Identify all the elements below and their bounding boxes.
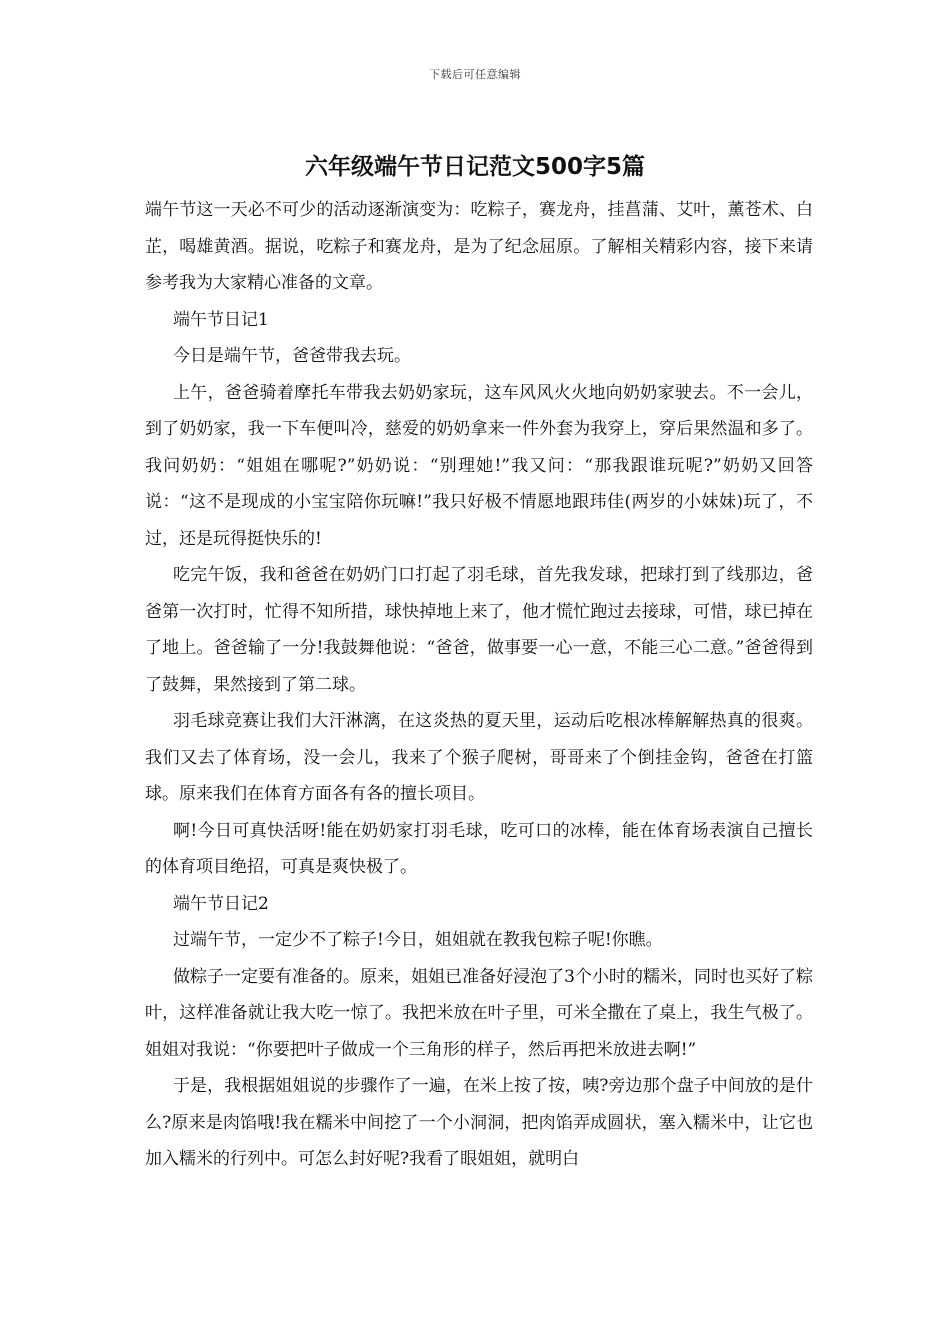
body-paragraph: 吃完午饭，我和爸爸在奶奶门口打起了羽毛球，首先我发球，把球打到了线那边，爸爸第一次打时，忙得不知所措，球快掉地上来了，他才慌忙跑过去接球，可惜，球已掉在了地上。爸爸输了一分!我鼓舞他说：“爸爸，做事要一心一意，不能三心二意。”爸爸得到了鼓舞，果然接到了第二球。 [145, 565, 813, 695]
body-paragraph: 今日是端午节，爸爸带我去玩。 [173, 346, 411, 366]
body-paragraph: 过端午节，一定少不了粽子!今日，姐姐就在教我包粽子呢!你瞧。 [173, 930, 663, 950]
header-note: 下载后可任意编辑 [429, 68, 521, 81]
body-paragraph: 于是，我根据姐姐说的步骤作了一遍，在米上按了按，咦?旁边那个盘子中间放的是什么?原来是肉馅哦!我在糯米中间挖了一个小洞洞，把肉馅弄成圆状，塞入糯米中，让它也加入糯米的行列中。可怎么封好呢?我看了眼姐姐，就明白 [145, 1076, 813, 1169]
body-paragraph: 做粽子一定要有准备的。原来，姐姐已准备好浸泡了3个小时的糯米，同时也买好了粽叶，这样准备就让我大吃一惊了。我把米放在叶子里，可米全撒在了桌上，我生气极了。姐姐对我说：“你要把叶子做成一个三角形的样子，然后再把米放进去啊!” [145, 966, 813, 1060]
body-paragraph: 啊!今日可真快活呀!能在奶奶家打羽毛球，吃可口的冰棒，能在体育场表演自己擅长的体育项目绝招，可真是爽快极了。 [145, 820, 813, 877]
section-heading: 端午节日记1 [173, 309, 269, 330]
document-body [145, 192, 813, 1178]
section-heading: 端午节日记2 [173, 893, 269, 914]
document-title: 六年级端午节日记范文500字5篇 [304, 154, 645, 180]
body-paragraph: 上午，爸爸骑着摩托车带我去奶奶家玩，这车风风火火地向奶奶家驶去。不一会儿，到了奶奶家，我一下车便叫冷，慈爱的奶奶拿来一件外套为我穿上，穿后果然温和多了。我问奶奶：“姐姐在哪呢?”奶奶说：“别理她!”我又问：“那我跟谁玩呢?”奶奶又回答说：“这不是现成的小宝宝陪你玩嘛!”我只好极不情愿地跟玮佳(两岁的小妹妹)玩了，不过，还是玩得挺快乐的! [145, 382, 813, 549]
body-paragraph: 羽毛球竞赛让我们大汗淋漓，在这炎热的夏天里，运动后吃根冰棒解解热真的很爽。我们又去了体育场，没一会儿，我来了个猴子爬树，哥哥来了个倒挂金钩，爸爸在打篮球。原来我们在体育方面各有各的擅长项目。 [145, 711, 813, 804]
intro-paragraph: 端午节这一天必不可少的活动逐渐演变为：吃粽子，赛龙舟，挂菖蒲、艾叶，薰苍术、白芷，喝雄黄酒。据说，吃粽子和赛龙舟，是为了纪念屈原。了解相关精彩内容，接下来请参考我为大家精心准备的文章。 [145, 200, 813, 293]
